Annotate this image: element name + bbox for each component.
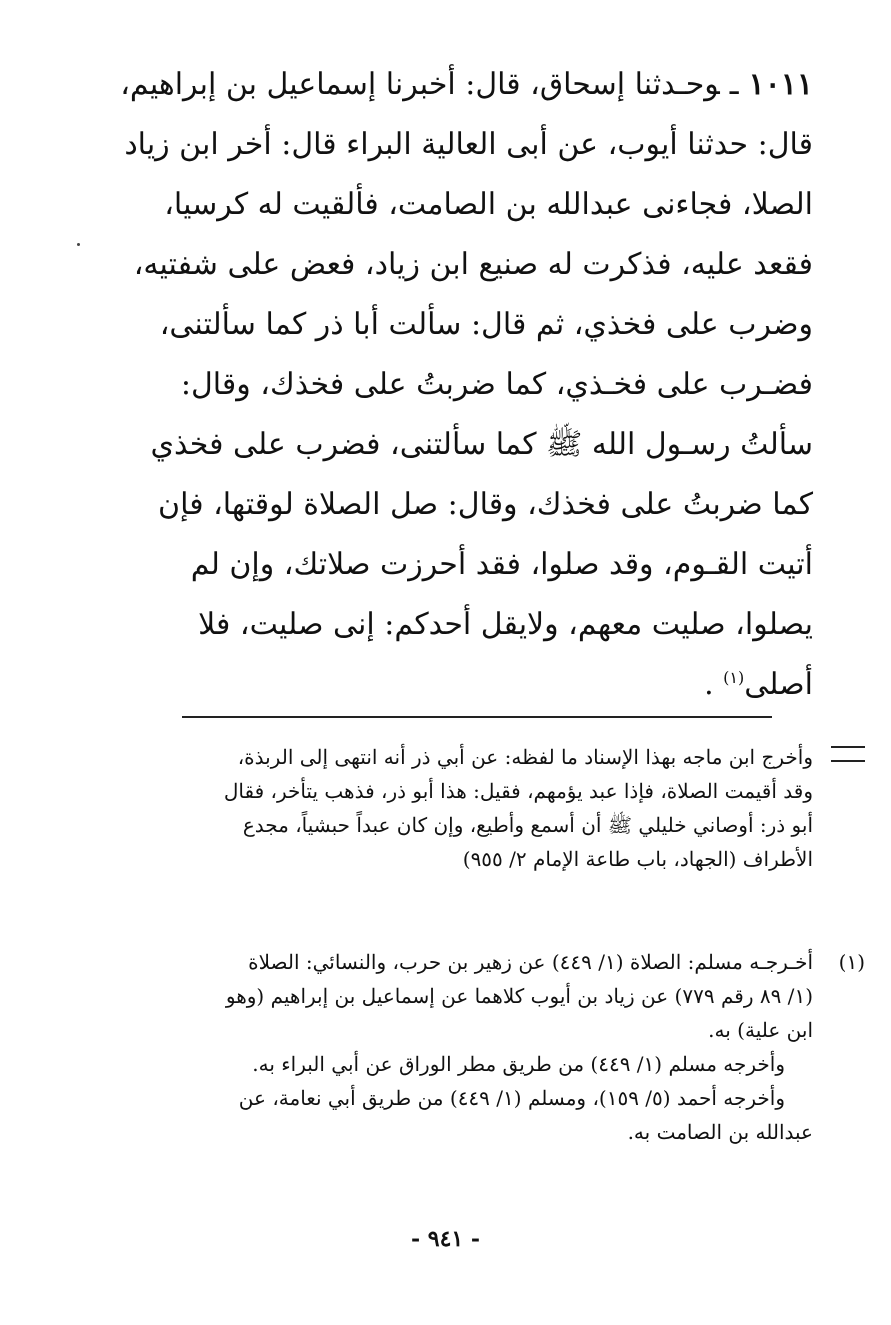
footnote-number: (١) [838,950,865,974]
footnote-line: ابن علية) به. [708,1018,813,1042]
continued-footnote-line: وأخرج ابن ماجه بهذا الإسناد ما لفظه: عن أبي ذر أنه انتهى إلى الربذة، [237,745,813,769]
continuation-mark [831,746,865,762]
hadith-line [101,55,813,115]
hadith-line-text: وحـدثنا إسحاق، قال: أخبرنا إسماعيل بن إبراهيم، [120,67,720,102]
stray-dot [77,243,80,246]
footnotes [103,945,865,1149]
footnote-line: وأخرجه أحمد (٥/ ١٥٩)، ومسلم (١/ ٤٤٩) من طريق أبي نعامة، عن [238,1086,785,1110]
footnote-line: (١/ ٨٩ رقم ٧٧٩) عن زياد بن أيوب كلاهما عن إسماعيل بن إبراهيم (وهو [225,984,813,1008]
footnote-reference: (١) [723,668,745,687]
footnote-line: أخـرجـه مسلم: الصلاة (١/ ٤٤٩) عن زهير بن حرب، والنسائي: الصلاة [248,950,813,974]
hadith-line: وضرب على فخذي، ثم قال: سألت أبا ذر كما سألتنى، [159,307,813,342]
continued-footnote [108,740,813,876]
continued-footnote-line: الأطراف (الجهاد، باب طاعة الإمام ٢/ ٩٥٥) [462,847,813,871]
hadith-line: كما ضربتُ على فخذك، وقال: صل الصلاة لوقتها، فإن [158,487,813,522]
hadith-line: قال: حدثنا أيوب، عن أبى العالية البراء قال: أخر ابن زياد [124,127,813,162]
hadith-last-word: أصلى [744,667,813,702]
hadith-text [101,55,813,715]
continued-footnote-line: وقد أقيمت الصلاة، فإذا عبد يؤمهم، فقيل: هذا أبو ذر، فذهب يتأخر، فقال [223,779,813,803]
footnote-line: عبدالله بن الصامت به. [627,1120,813,1144]
hadith-line: أتيت القـوم، وقد صلوا، فقد أحرزت صلاتك، وإن لم [190,547,813,582]
hadith-end-dot: . [704,667,714,702]
hadith-line: الصلا، فجاءنى عبدالله بن الصامت، فألقيت له كرسيا، [164,187,813,222]
hadith-number: ١٠١١ [748,67,813,102]
hadith-last-line [101,655,813,715]
footnote-divider [182,716,772,718]
hadith-line: سألتُ رسـول الله ﷺ كما سألتنى، فضرب على فخذي [150,427,813,462]
hadith-line: يصلوا، صليت معهم، ولايقل أحدكم: إنى صليت، فلا [198,607,813,642]
continued-footnote-line: أبو ذر: أوصاني خليلي ﷺ أن أسمع وأطيع، وإن كان عبداً حبشياً، مجدع [242,813,813,837]
hadith-line: فقعد عليه، فذكرت له صنيع ابن زياد، فعض على شفتيه، [133,247,813,282]
hadith-dash: ـ [729,67,739,102]
footnote-line: وأخرجه مسلم (١/ ٤٤٩) من طريق مطر الوراق عن أبي البراء به. [252,1052,785,1076]
hadith-line: فضـرب على فخـذي، كما ضربتُ على فخذك، وقال: [180,367,813,402]
page-number: - ٩٤١ - [410,1226,481,1252]
